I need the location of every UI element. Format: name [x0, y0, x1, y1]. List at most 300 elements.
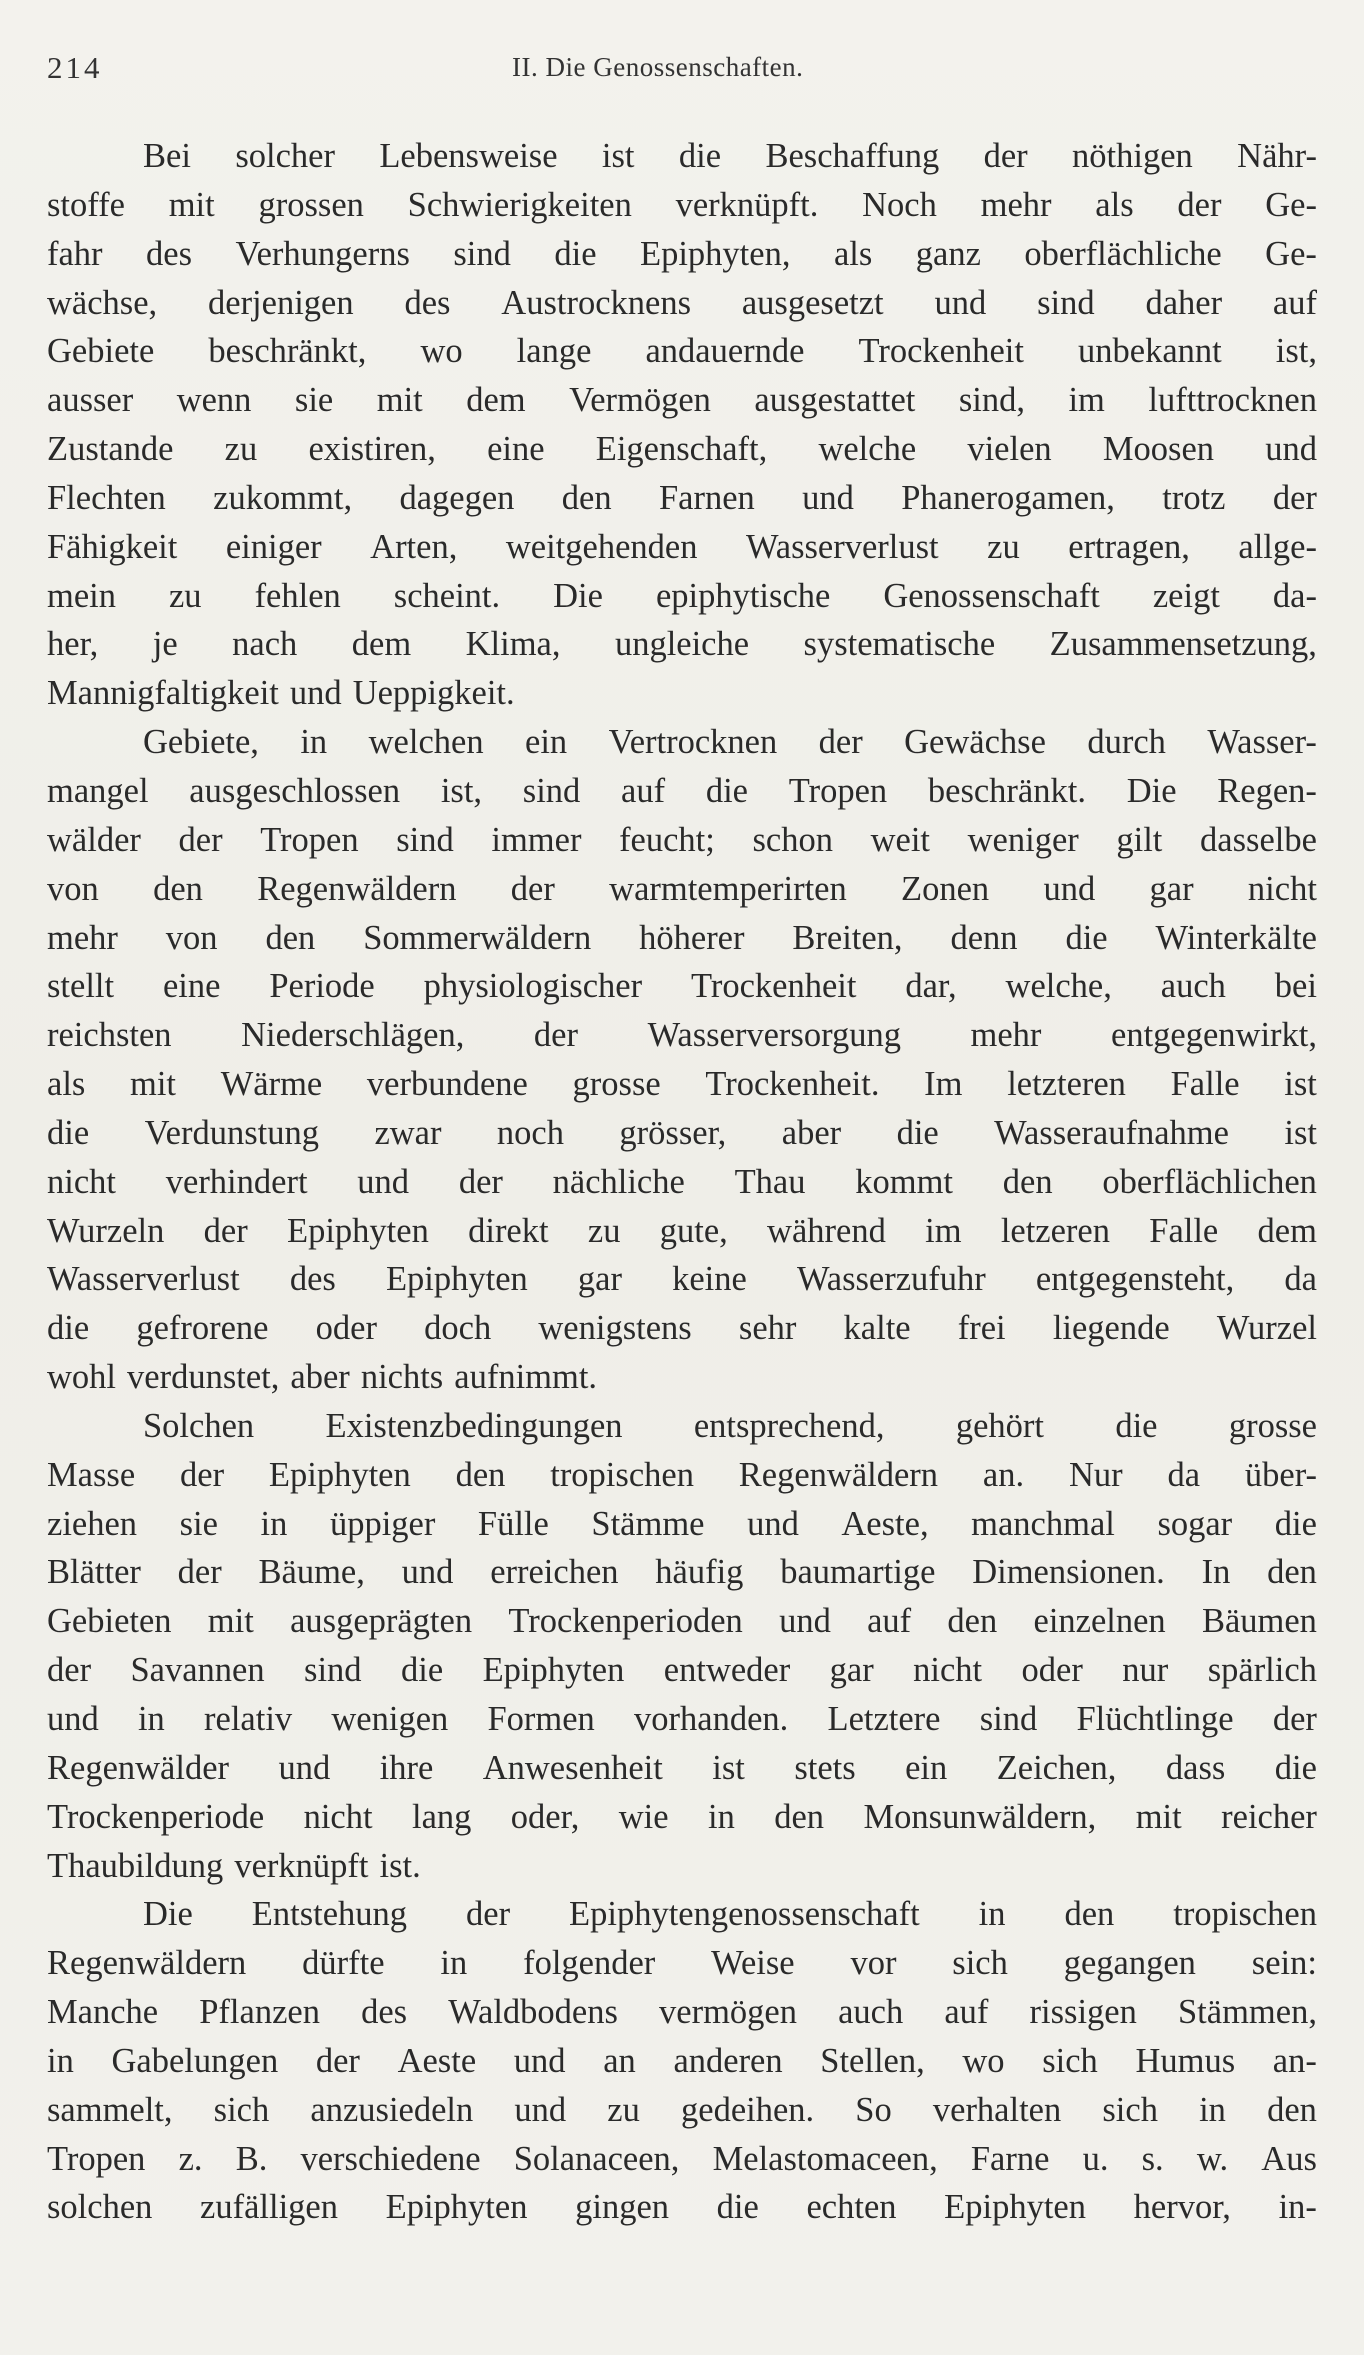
word: Zustande [47, 430, 174, 469]
word: sich [952, 1944, 1008, 1983]
word: entgegensteht, [1035, 1260, 1235, 1299]
word: hervor, [1133, 2188, 1231, 2227]
text-line [47, 425, 1317, 474]
word: keine [672, 1260, 747, 1299]
text-line [47, 327, 1317, 376]
word: in [137, 1700, 165, 1738]
word: bei [1274, 967, 1317, 1006]
word: in- [1278, 2188, 1317, 2227]
word: über- [1244, 1455, 1317, 1494]
word: und [1265, 430, 1317, 469]
word: existiren, [308, 430, 436, 469]
word: nicht [1247, 869, 1317, 908]
word: denn [950, 918, 1018, 957]
word: ist, [1275, 332, 1317, 371]
word: Breiten, [792, 918, 903, 957]
text-line [47, 962, 1317, 1011]
word: nicht [47, 1162, 116, 1201]
word: Melastomaceen, [712, 2139, 938, 2178]
word: des [146, 234, 193, 273]
word: wächse, [47, 283, 158, 322]
word: oberflächlichen [1102, 1162, 1317, 1201]
word: da [1284, 1260, 1317, 1299]
word: Letztere [827, 1700, 941, 1738]
running-head: II. Die Genossenschaften. [512, 52, 804, 82]
word: beschränkt. [927, 771, 1086, 810]
word: dem [466, 381, 526, 420]
word: Epiphytengenossenschaft [569, 1895, 920, 1934]
word: einzelnen [1033, 1602, 1166, 1641]
word: relativ [204, 1700, 293, 1738]
text-line [47, 132, 1317, 181]
text-line [47, 1255, 1317, 1304]
word: und [747, 1504, 799, 1543]
word: zukommt, [213, 478, 353, 517]
word: Klima, [465, 625, 561, 664]
word: Masse [47, 1455, 136, 1494]
word: Epiphyten [287, 1211, 429, 1250]
word: die [705, 771, 748, 810]
text-line [47, 523, 1317, 572]
word: der [1177, 185, 1222, 224]
word: die [1274, 1748, 1317, 1787]
word: Wurzel [1216, 1309, 1317, 1348]
word: Trockenheit [691, 967, 857, 1006]
word: kalte [843, 1309, 911, 1348]
word: der [1272, 478, 1317, 517]
word: ist, [440, 771, 483, 810]
word: u. [1082, 2139, 1109, 2178]
word: gefrorene [136, 1309, 269, 1348]
word: sie [294, 381, 334, 420]
word: beschränkt, [208, 332, 367, 371]
word: den [1267, 1553, 1317, 1592]
text-line [47, 1842, 1317, 1891]
word: und [357, 1162, 410, 1201]
word: zu [607, 2090, 640, 2129]
word: an. [982, 1455, 1025, 1494]
word: grosse [1228, 1406, 1317, 1445]
word: Die [1126, 771, 1177, 810]
text-line [47, 816, 1317, 865]
word: sie [179, 1504, 218, 1543]
text-line [47, 1597, 1317, 1646]
word: Anwesenheit [482, 1748, 663, 1787]
word: nicht [913, 1651, 983, 1690]
word: Flüchtlinge [1076, 1700, 1234, 1738]
word: und [289, 674, 342, 713]
word: der [1272, 1700, 1317, 1738]
word: gegangen [1063, 1944, 1196, 1983]
word: Ge- [1265, 234, 1317, 273]
word: nur [1122, 1651, 1169, 1690]
word: Ge- [1265, 185, 1317, 224]
word: Epiphyten [268, 1455, 411, 1494]
word: tropischen [550, 1455, 694, 1494]
word: grösser, [619, 1113, 727, 1152]
word: nicht [303, 1797, 373, 1836]
word: Farne [970, 2139, 1050, 2178]
word: Epiphyten [385, 2188, 528, 2227]
text-line [47, 1744, 1317, 1793]
word: Stellen, [820, 2041, 925, 2080]
text-line [47, 181, 1317, 230]
word: von [47, 869, 99, 908]
word: Waldbodens [448, 1993, 618, 2032]
word: folgender [523, 1944, 656, 1983]
word: sind [1037, 283, 1095, 322]
text-line [47, 1353, 1317, 1402]
word: Epiphyten, [640, 234, 791, 273]
word: Beschaffung [765, 137, 940, 175]
word: lange [516, 332, 592, 371]
word: wie [618, 1797, 669, 1836]
word: der [458, 1162, 503, 1201]
text-line [47, 1060, 1317, 1109]
word: s. [1141, 2139, 1164, 2178]
text-line [47, 1793, 1317, 1842]
word: in [707, 1797, 735, 1836]
word: welche, [1005, 967, 1112, 1006]
word: Wasserzufuhr [796, 1260, 986, 1299]
word: aber [290, 1358, 350, 1397]
text-line [47, 2037, 1317, 2086]
word: w. [1196, 2139, 1229, 2178]
word: auf [1272, 283, 1317, 322]
word: der [466, 1895, 511, 1934]
word: verdunstet, [127, 1358, 280, 1397]
word: ausgestattet [754, 381, 916, 420]
word: da [1167, 1455, 1201, 1494]
word: spärlich [1207, 1651, 1317, 1690]
word: Eigenschaft, [595, 430, 768, 469]
word: in [260, 1504, 288, 1543]
word: die [47, 1113, 90, 1152]
word: des [361, 1993, 408, 2032]
word: Phanerogamen, [901, 478, 1115, 517]
word: im [925, 1211, 962, 1250]
word: der [178, 820, 223, 859]
word: daher [1145, 283, 1223, 322]
word: Moosen [1102, 430, 1215, 469]
word: Im [924, 1065, 963, 1104]
word: auf [621, 771, 666, 810]
word: nach [232, 625, 298, 664]
word: den [774, 1797, 825, 1836]
word: warmtemperirten [609, 869, 847, 908]
text-line [47, 2086, 1317, 2135]
word: eine [487, 430, 545, 469]
word: Falle [1170, 1065, 1240, 1104]
word: Ueppigkeit. [352, 674, 515, 713]
word: den [1064, 1895, 1115, 1934]
word: Wasserversorgung [647, 1016, 901, 1055]
word: Sommerwäldern [363, 918, 592, 957]
word: durch [1087, 723, 1166, 762]
word: sich [1102, 2090, 1158, 2129]
word: ertragen, [1068, 527, 1190, 566]
word: der [180, 1455, 225, 1494]
word: verknüpft. [675, 185, 819, 224]
word: noch [496, 1113, 564, 1152]
word: sogar [1157, 1504, 1233, 1543]
word: gedeihen. [681, 2090, 815, 2129]
word: vermögen [659, 1993, 797, 2032]
word: in [1199, 2090, 1226, 2129]
word: aufnimmt. [454, 1358, 598, 1397]
text-line [47, 1011, 1317, 1060]
word: Austrocknens [501, 283, 692, 322]
word: während [767, 1211, 886, 1250]
word: systematische [803, 625, 996, 664]
text-line [47, 718, 1317, 767]
word: gehört [955, 1406, 1044, 1445]
word: ausgeprägten [290, 1602, 473, 1641]
word: vorhanden. [634, 1700, 789, 1738]
word: den [1267, 2090, 1317, 2129]
page-header [47, 50, 1324, 90]
word: wohl [47, 1358, 116, 1397]
word: Epiphyten [385, 1260, 528, 1299]
word: die [554, 234, 597, 273]
word: allge- [1238, 527, 1317, 566]
text-line [47, 1939, 1317, 1988]
word: dagegen [399, 478, 515, 517]
word: oberflächliche [1024, 234, 1222, 273]
word: mehr [970, 1016, 1042, 1055]
word: nöthigen [1072, 137, 1193, 175]
word: ist [1284, 1113, 1317, 1152]
word: mangel [47, 771, 149, 810]
word: fahr [47, 234, 103, 273]
word: Stämmen, [1178, 1993, 1317, 2032]
word: Trockenperiode [47, 1797, 265, 1836]
word: solchen [47, 2188, 153, 2227]
word: Nähr- [1237, 137, 1317, 175]
word: im [1068, 381, 1105, 420]
word: Gebiete, [143, 723, 259, 762]
word: da- [1272, 576, 1317, 615]
word: ausser [47, 381, 134, 420]
word: immer [491, 820, 582, 859]
word: in [440, 1944, 468, 1983]
word: Die [553, 576, 603, 615]
word: ein [905, 1748, 948, 1787]
word: Pflanzen [199, 1993, 320, 2032]
word: Die [143, 1895, 193, 1934]
word: die [678, 137, 722, 175]
word: Bäumen [1201, 1602, 1317, 1641]
word: frei [957, 1309, 1006, 1348]
word: entgegenwirkt, [1111, 1016, 1317, 1055]
word: sind [522, 771, 581, 810]
word: Entstehung [251, 1895, 408, 1934]
word: mit [376, 381, 423, 420]
word: Thau [734, 1162, 806, 1201]
word: Wasserverlust [47, 1260, 240, 1299]
word: Tropen [260, 820, 359, 859]
word: physiologischer [423, 967, 643, 1006]
word: nichts [360, 1358, 444, 1397]
word: weniger [967, 820, 1079, 859]
text-line [47, 376, 1317, 425]
word: Trockenperioden [508, 1602, 743, 1641]
word: sind [979, 1700, 1038, 1738]
word: oder [315, 1309, 377, 1348]
word: direkt [468, 1211, 549, 1250]
word: scheint. [393, 576, 501, 615]
word: verhindert [165, 1162, 308, 1201]
word: zwar [374, 1113, 442, 1152]
word: aber [781, 1113, 842, 1152]
word: sammelt, [47, 2090, 173, 2129]
word: wälder [47, 820, 141, 859]
word: echten [806, 2188, 897, 2227]
word: dass [1165, 1748, 1226, 1787]
word: Lebensweise [379, 137, 558, 175]
word: Wurzeln [47, 1211, 165, 1250]
word: reicher [1221, 1797, 1317, 1836]
word: und [934, 283, 987, 322]
word: dem [351, 625, 412, 664]
word: nächliche [552, 1162, 685, 1201]
word: wo [962, 2041, 1005, 2080]
word: vor [850, 1944, 897, 1983]
word: sind, [958, 381, 1025, 420]
word: Noch [862, 185, 937, 224]
text-line [47, 1695, 1317, 1744]
word: Wasser- [1207, 723, 1317, 762]
word: welchen [368, 723, 484, 762]
word: andauernde [645, 332, 805, 371]
text-line [47, 1451, 1317, 1500]
word: je [152, 625, 178, 664]
word: sich [1042, 2041, 1098, 2080]
word: Regenwälder [47, 1748, 230, 1787]
word: anzusiedeln [310, 2090, 474, 2129]
word: die [896, 1113, 939, 1152]
word: Winterkälte [1155, 918, 1317, 957]
word: grossen [258, 185, 364, 224]
word: Zeichen, [996, 1748, 1117, 1787]
word: So [855, 2090, 892, 2129]
word: liegende [1052, 1309, 1170, 1348]
word: stoffe [47, 185, 125, 224]
word: gar [577, 1260, 622, 1299]
text-line [47, 230, 1317, 279]
text-line [47, 1158, 1317, 1207]
word: entweder [663, 1651, 791, 1690]
word: dasselbe [1200, 820, 1317, 859]
word: Formen [487, 1700, 595, 1738]
word: wo [420, 332, 463, 371]
word: in [300, 723, 328, 762]
word: Regenwäldern [738, 1455, 939, 1494]
word: sind [304, 1651, 362, 1690]
word: gar [1149, 869, 1194, 908]
word: und [1043, 869, 1096, 908]
word: mit [168, 185, 215, 224]
text-line [47, 1646, 1317, 1695]
word: üppiger [329, 1504, 436, 1543]
word: auch [838, 1993, 904, 2032]
word: auch [1160, 967, 1226, 1006]
word: ungleiche [614, 625, 750, 664]
text-line [47, 865, 1317, 914]
word: ganz [915, 234, 981, 273]
word: trotz [1162, 478, 1226, 517]
text-line [47, 2183, 1317, 2232]
word: wenigstens [538, 1309, 692, 1348]
word: des [289, 1260, 336, 1299]
word: die [716, 2188, 759, 2227]
word: grosse [572, 1065, 661, 1104]
word: an [603, 2041, 636, 2080]
word: Stämme [591, 1504, 705, 1543]
word: tropischen [1173, 1895, 1317, 1934]
word: zeigt [1152, 576, 1220, 615]
word: Humus [1135, 2041, 1236, 2080]
word: ihre [379, 1748, 434, 1787]
word: lang [411, 1797, 472, 1836]
word: Fülle [477, 1504, 549, 1543]
word: Weise [711, 1944, 795, 1983]
word: Fähigkeit [47, 527, 178, 566]
word: den [947, 1602, 998, 1641]
word: oder [1021, 1651, 1083, 1690]
word: zu [987, 527, 1020, 566]
word: verhalten [932, 2090, 1062, 2129]
word: unbekannt [1078, 332, 1222, 371]
word: letzeren [1000, 1211, 1110, 1250]
word: Arten, [370, 527, 458, 566]
word: Regen- [1217, 771, 1317, 810]
word: manchmal [971, 1504, 1115, 1543]
word: sein: [1251, 1944, 1317, 1983]
word: Regenwäldern [257, 869, 457, 908]
word: und [802, 478, 854, 517]
word: der [203, 1211, 248, 1250]
word: Zonen [901, 869, 990, 908]
word: Niederschlägen, [241, 1016, 465, 1055]
word: ist [1284, 1065, 1317, 1104]
word: ziehen [47, 1504, 138, 1543]
word: Genossenschaft [883, 576, 1100, 615]
word: die [1115, 1406, 1158, 1445]
word: Gebiete [47, 332, 155, 371]
word: Vermögen [569, 381, 711, 420]
word: dar, [905, 967, 957, 1006]
word: Blätter [47, 1553, 141, 1592]
word: ist [601, 137, 635, 175]
word: an- [1272, 2041, 1317, 2080]
text-line [47, 1548, 1317, 1597]
word: zu [168, 576, 202, 615]
word: Verdunstung [144, 1113, 319, 1152]
word: Periode [269, 967, 375, 1006]
word: gute, [659, 1211, 728, 1250]
word: erreichen [490, 1553, 619, 1592]
text-line [47, 1304, 1317, 1353]
word: zu [224, 430, 258, 469]
word: letzteren [1007, 1065, 1126, 1104]
word: ausgeschlossen [189, 771, 401, 810]
word: mein [47, 576, 116, 615]
text-line [47, 474, 1317, 523]
word: sich [213, 2090, 270, 2129]
word: Solchen [143, 1406, 255, 1445]
word: Zusammensetzung, [1049, 625, 1317, 664]
